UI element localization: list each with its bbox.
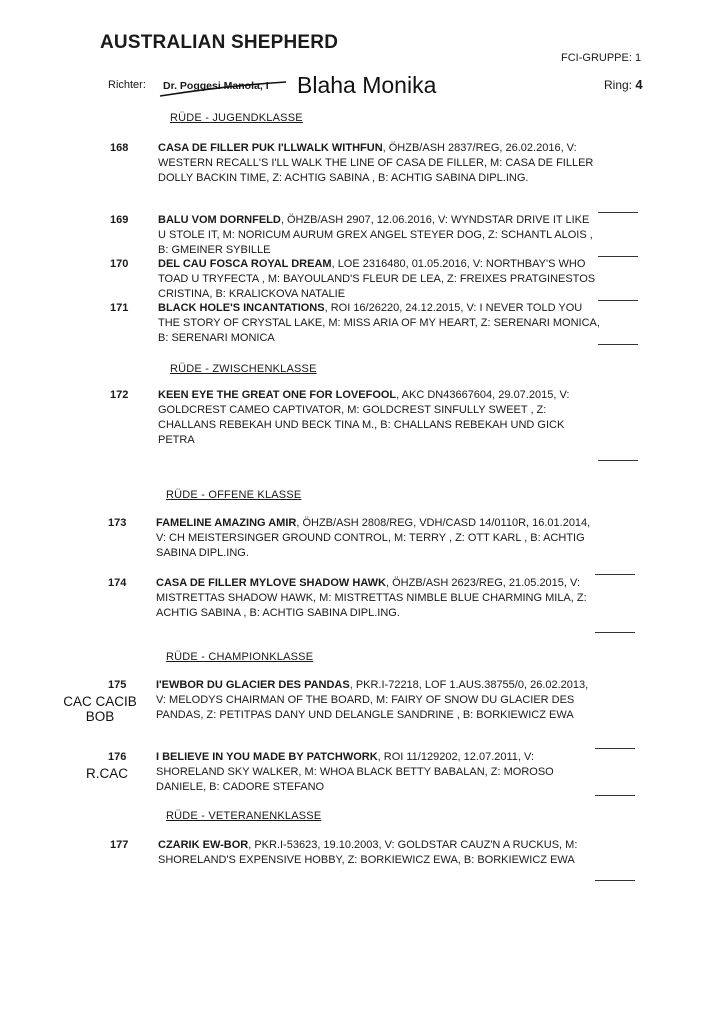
entry-number: 175 bbox=[108, 679, 127, 691]
entry-name: DEL CAU FOSCA ROYAL DREAM bbox=[158, 258, 332, 270]
list-item bbox=[110, 388, 600, 448]
judge-label: Richter: bbox=[108, 79, 146, 91]
entry-details: , ROI 11/129202, 12.07.2011, V: SHORELAND SKY WALKER, M: WHOA BLACK BETTY BABALAN, Z: MOROSO DANIELE, B: CADORE STEFANO bbox=[156, 751, 554, 793]
entry-name: BALU VOM DORNFELD bbox=[158, 214, 281, 226]
result-line bbox=[598, 300, 638, 301]
strike-through-mark bbox=[158, 80, 288, 98]
award-note: CAC CACIB BOB bbox=[63, 694, 137, 724]
entry-details: , LOE 2316480, 01.05.2016, V: NORTHBAY'S WHO TOAD U TRYFECTA , M: BAYOULAND'S FLEUR DE LEA, Z: FREIXES PRATGINESTOS CRISTINA, B: KRALICKOVA NATALIE bbox=[158, 258, 596, 300]
section-heading: RÜDE - VETERANENKLASSE bbox=[166, 810, 322, 822]
entry-details: , PKR.I-72218, LOF 1.AUS.38755/0, 26.02.2013, V: MELODYS CHAIRMAN OF THE BOARD, M: FAIRY OF SNOW DU GLACIER DES PANDAS, Z: PETITPAS DANY UND DELANGLE SANDRINE , B: BORKIEWICZ EWA bbox=[156, 679, 589, 721]
list-item bbox=[110, 141, 600, 186]
result-line bbox=[598, 344, 638, 345]
result-line bbox=[598, 256, 638, 257]
result-line bbox=[595, 574, 635, 575]
section-heading: RÜDE - JUGENDKLASSE bbox=[170, 112, 303, 124]
entry-details: , AKC DN43667604, 29.07.2015, V: GOLDCREST CAMEO CAPTIVATOR, M: GOLDCREST SINFULLY SWEET , Z: CHALLANS REBEKAH UND BECK TINA M., B: CHALLANS REBEKAH UND GICK PETRA bbox=[158, 389, 570, 446]
entry-number: 168 bbox=[110, 142, 129, 154]
section-heading: RÜDE - CHAMPIONKLASSE bbox=[166, 651, 314, 663]
list-item bbox=[110, 257, 600, 302]
result-line bbox=[598, 460, 638, 461]
entry-number: 177 bbox=[110, 839, 129, 851]
fci-group: FCI-GRUPPE: 1 bbox=[561, 52, 642, 64]
entry-details: , ÖHZB/ASH 2808/REG, VDH/CASD 14/0110R, 16.01.2014, V: CH MEISTERSINGER GROUND CONTROL, M: TERRY , Z: OTT KARL , B: ACHTIG SABINA DIPL.ING. bbox=[156, 517, 591, 559]
entry-number: 171 bbox=[110, 302, 129, 314]
entry-number: 172 bbox=[110, 389, 129, 401]
entry-details: , PKR.I-53623, 19.10.2003, V: GOLDSTAR CAUZ'N A RUCKUS, M: SHORELAND'S EXPENSIVE HOBBY, Z: BORKIEWICZ EWA, B: BORKIEWICZ EWA bbox=[158, 839, 578, 866]
entry-name: CZARIK EW-BOR bbox=[158, 839, 249, 851]
list-item bbox=[108, 678, 598, 723]
list-item bbox=[110, 213, 600, 258]
entry-name: I'EWBOR DU GLACIER DES PANDAS bbox=[156, 679, 350, 691]
judge-handwritten-name: Blaha Monika bbox=[297, 72, 437, 98]
ring-label: Ring: bbox=[604, 78, 633, 92]
entry-name: CASA DE FILLER PUK I'LLWALK WITHFUN bbox=[158, 142, 383, 154]
judge-struck-name: Dr. Poggesi Manola, I bbox=[163, 80, 269, 92]
section-heading: RÜDE - OFFENE KLASSE bbox=[166, 489, 302, 501]
result-line bbox=[595, 748, 635, 749]
result-line bbox=[598, 212, 638, 213]
list-item bbox=[108, 750, 598, 795]
list-item bbox=[108, 576, 598, 621]
page-title: AUSTRALIAN SHEPHERD bbox=[100, 32, 339, 53]
result-line bbox=[595, 632, 635, 633]
ring-number: 4 bbox=[635, 77, 643, 92]
entry-number: 173 bbox=[108, 517, 127, 529]
entry-details: , ÖHZB/ASH 2907, 12.06.2016, V: WYNDSTAR DRIVE IT LIKE U STOLE IT, M: NORICUM AURUM GREX ANGEL STEYER DOG, Z: SCHANTL ALOIS , B: GMEINER SYBILLE bbox=[158, 214, 593, 256]
entry-details: , ÖHZB/ASH 2623/REG, 21.05.2015, V: MISTRETTAS SHADOW HAWK, M: MISTRETTAS NIMBLE BLUE CHARMING MILA, Z: ACHTIG SABINA , B: ACHTIG SABINA DIPL.ING. bbox=[156, 577, 587, 619]
entry-name: FAMELINE AMAZING AMIR bbox=[156, 517, 297, 529]
ring-info bbox=[604, 77, 643, 92]
entry-name: KEEN EYE THE GREAT ONE FOR LOVEFOOL bbox=[158, 389, 397, 401]
entry-number: 169 bbox=[110, 214, 129, 226]
list-item bbox=[110, 301, 600, 346]
entry-name: CASA DE FILLER MYLOVE SHADOW HAWK bbox=[156, 577, 386, 589]
entry-details: , ÖHZB/ASH 2837/REG, 26.02.2016, V: WESTERN RECALL'S I'LL WALK THE LINE OF CASA DE FILLER, M: CASA DE FILLER DOLLY BACKIN TIME, Z: ACHTIG SABINA , B: ACHTIG SABINA DIPL.ING. bbox=[158, 142, 594, 184]
result-line bbox=[595, 795, 635, 796]
entry-name: I BELIEVE IN YOU MADE BY PATCHWORK bbox=[156, 751, 378, 763]
entry-details: , ROI 16/26220, 24.12.2015, V: I NEVER TOLD YOU THE STORY OF CRYSTAL LAKE, M: MISS ARIA OF MY HEART, Z: SERENARI MONICA, B: SERENARI MONICA bbox=[158, 302, 600, 344]
list-item bbox=[110, 838, 600, 868]
entry-number: 174 bbox=[108, 577, 127, 589]
list-item bbox=[108, 516, 598, 561]
result-line bbox=[595, 880, 635, 881]
entry-name: BLACK HOLE'S INCANTATIONS bbox=[158, 302, 325, 314]
award-note: R.CAC bbox=[85, 766, 128, 781]
section-heading: RÜDE - ZWISCHENKLASSE bbox=[170, 363, 317, 375]
entry-number: 170 bbox=[110, 258, 129, 270]
entry-number: 176 bbox=[108, 751, 127, 763]
